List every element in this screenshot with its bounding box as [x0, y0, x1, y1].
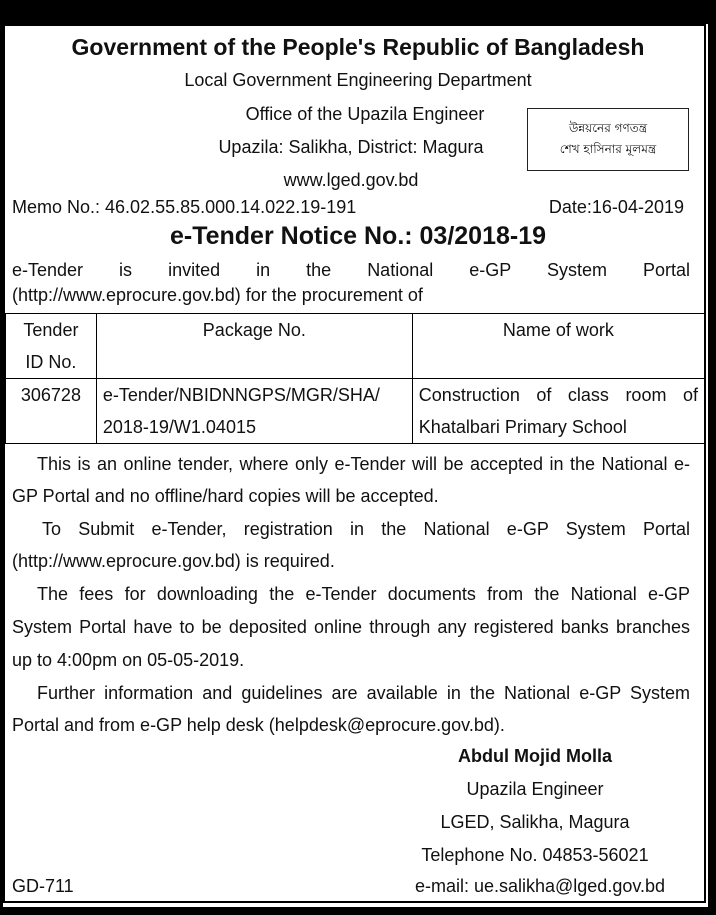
scan-edge-bottom [0, 907, 716, 915]
paragraph-3-line-2: System Portal have to be deposited online through any registered banks branches [12, 617, 690, 637]
slogan-line-2: শেখ হাসিনার মূলমন্ত্র [559, 142, 657, 156]
slogan-box [527, 108, 689, 171]
cell-work-line-1: Construction of class room of [418, 385, 698, 405]
paragraph-4-line-2: Portal and from e-GP help desk (helpdesk@eprocure.gov.bd). [12, 715, 505, 735]
intro-line-2: (http://www.eprocure.gov.bd) for the procurement of [12, 285, 423, 305]
header-tender-id [6, 314, 97, 379]
header-work: Name of work [412, 314, 704, 379]
notice-date: Date:16-04-2019 [548, 197, 684, 217]
scan-edge-right [708, 0, 716, 915]
paragraph-2-line-1: To Submit e-Tender, registration in the National e-GP System Portal [42, 519, 690, 539]
signatory-email: e-mail: ue.salikha@lged.gov.bd [414, 876, 666, 896]
paragraph-1-line-1: This is an online tender, where only e-Tender will be accepted in the National e- [37, 454, 690, 474]
intro-line-1: e-Tender is invited in the National e-GP System Portal [12, 260, 690, 280]
signatory-name: Abdul Mojid Molla [458, 746, 612, 766]
tender-table [5, 313, 705, 444]
paragraph-3-line-3: up to 4:00pm on 05-05-2019. [12, 650, 245, 670]
slogan-line-1: উন্নয়নের গণতন্ত্র [568, 121, 648, 135]
upazila-line: Upazila: Salikha, District: Magura [218, 137, 484, 157]
memo-number: Memo No.: 46.02.55.85.000.14.022.19-191 [12, 197, 357, 217]
notice-title: e-Tender Notice No.: 03/2018-19 [169, 222, 547, 250]
website-line: www.lged.gov.bd [283, 170, 419, 190]
department-line: Local Government Engineering Department [184, 70, 532, 90]
footer-code: GD-711 [12, 876, 74, 896]
scan-edge-top [0, 0, 716, 24]
paragraph-3-line-1: The fees for downloading the e-Tender documents from the National e-GP [37, 584, 690, 604]
cell-tender-id: 306728 [6, 379, 97, 444]
signatory-title: Upazila Engineer [466, 779, 604, 799]
cell-package [96, 379, 412, 444]
signatory-telephone: Telephone No. 04853-56021 [421, 845, 649, 865]
cell-package-line-2: 2018-19/W1.04015 [102, 417, 256, 437]
signatory-office: LGED, Salikha, Magura [440, 812, 630, 832]
table-header-row [6, 314, 705, 379]
office-line: Office of the Upazila Engineer [245, 104, 485, 124]
paragraph-1-line-2: GP Portal and no offline/hard copies will be accepted. [12, 486, 439, 506]
government-heading: Government of the People's Republic of Bangladesh [71, 34, 645, 60]
cell-package-line-1: e-Tender/NBIDNNGPS/MGR/SHA/ [102, 385, 380, 405]
header-package: Package No. [96, 314, 412, 379]
header-tender-id-line-1: Tender [23, 320, 79, 340]
cell-work [412, 379, 704, 444]
cell-work-line-2: Khatalbari Primary School [418, 417, 627, 437]
paragraph-2-line-2: (http://www.eprocure.gov.bd) is required. [12, 551, 335, 571]
table-row [6, 379, 705, 444]
paragraph-4-line-1: Further information and guidelines are available in the National e-GP System [37, 683, 690, 703]
header-tender-id-line-2: ID No. [25, 352, 77, 372]
